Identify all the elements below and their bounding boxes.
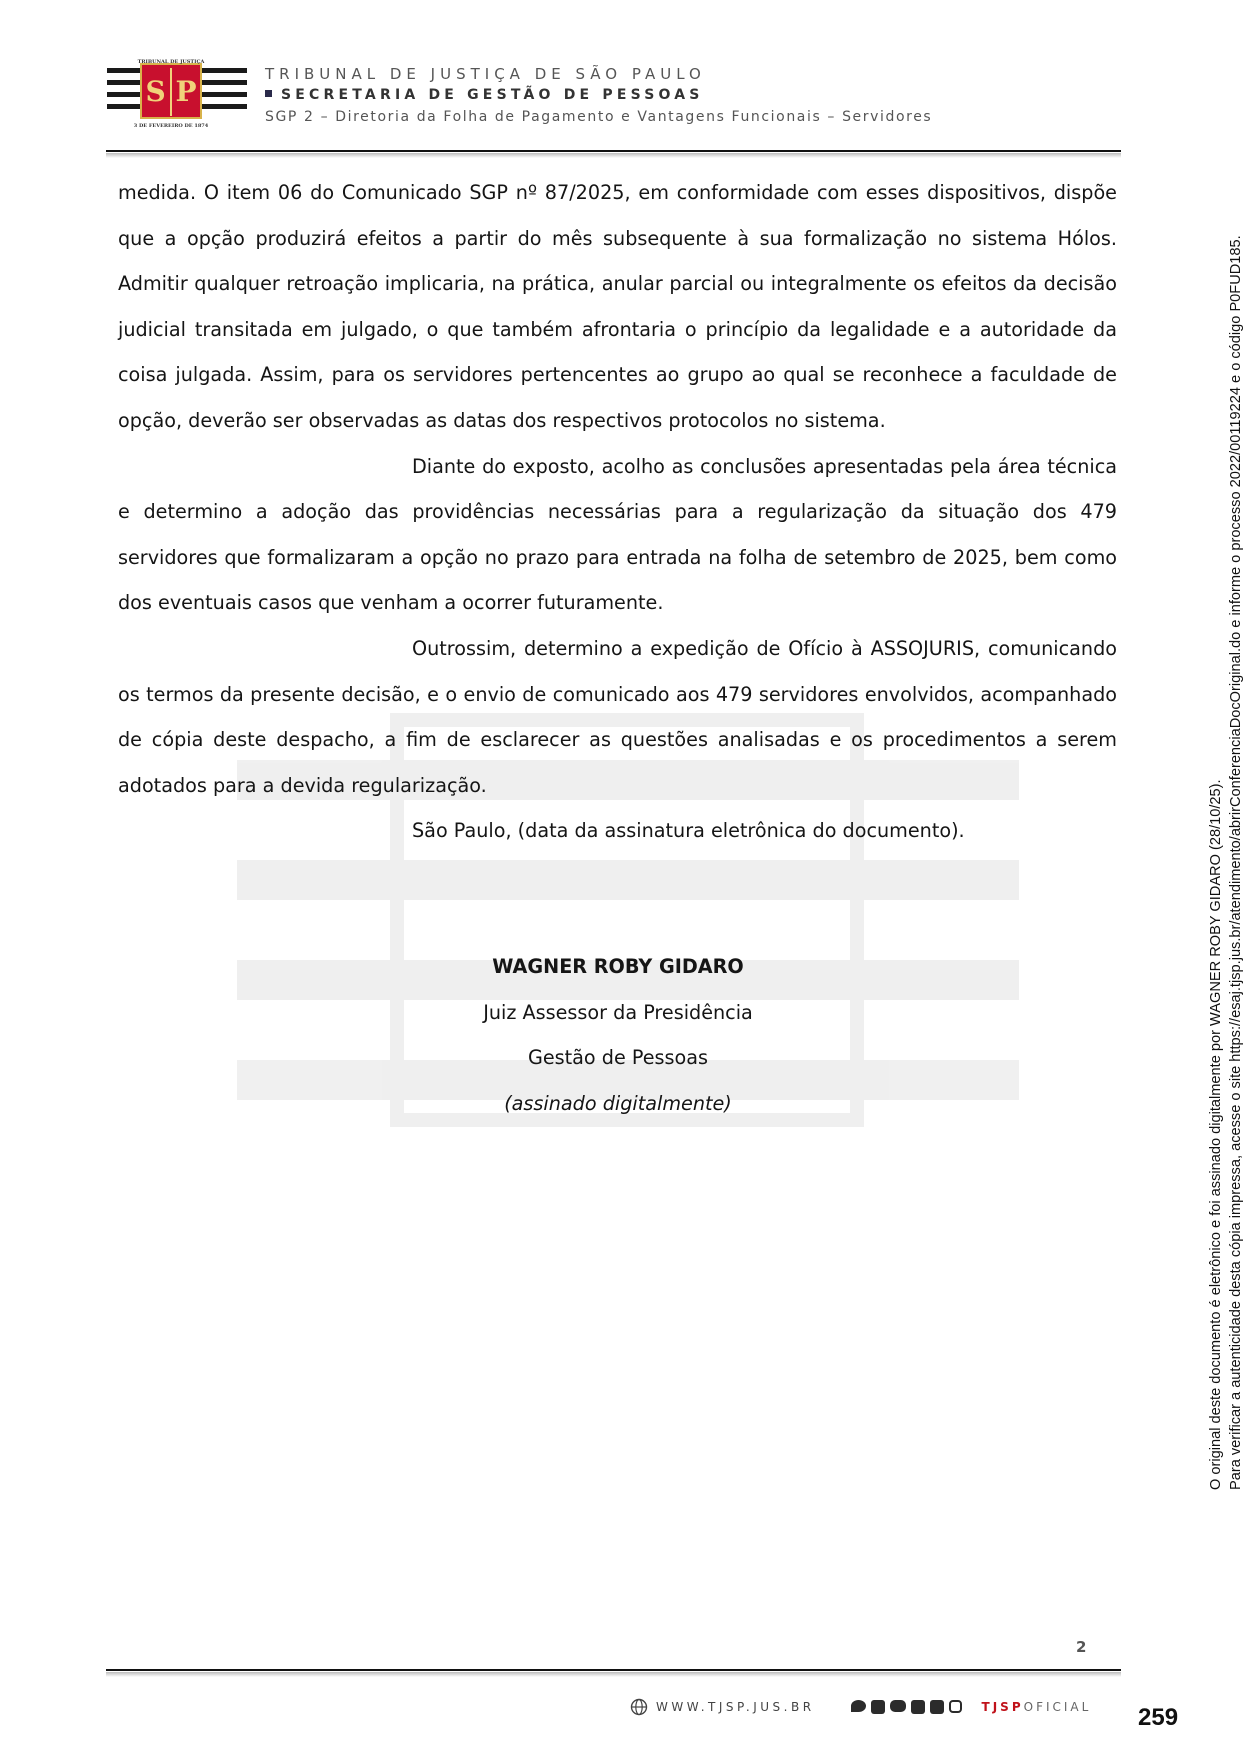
website-link[interactable]: WWW.TJSP.JUS.BR [656, 1700, 815, 1714]
brand-handle: TJSPOFICIAL [981, 1700, 1092, 1714]
signature-note: (assinado digitalmente) [504, 1091, 732, 1115]
flickr-icon[interactable] [911, 1700, 925, 1714]
page-number: 2 [1076, 1638, 1087, 1656]
youtube-icon[interactable] [890, 1700, 906, 1712]
signature-block [318, 944, 918, 1126]
footer-rule-shadow [106, 1672, 1121, 1677]
authenticity-note [1206, 0, 1246, 1490]
authenticity-line-2: Para verificar a autenticidade desta cópia impressa, acesse o site https://esaj.tjsp.jus.br/atendimento/abrirConferenciaDocOriginal.do e informe o processo 2022/00119224 e o código P0FUD185. [1228, 235, 1244, 1490]
header-rule [106, 150, 1121, 152]
facebook-icon[interactable] [871, 1700, 885, 1714]
document-body [118, 170, 1117, 854]
foursquare-icon[interactable] [930, 1700, 944, 1714]
dateline: São Paulo, (data da assinatura eletrônica do documento). [412, 819, 965, 843]
secretariat-name: SECRETARIA DE GESTÃO DE PESSOAS [265, 84, 932, 106]
logo-bottom-text: 3 DE FEVEREIRO DE 1874 [133, 123, 209, 129]
signer-name: WAGNER ROBY GIDARO [492, 955, 744, 978]
bullet-square-icon [265, 90, 272, 97]
paragraph-1: medida. O item 06 do Comunicado SGP nº 87/2025, em conformidade com esses dispositivos, dispõe que a opção produzirá efeitos a partir do mês subsequente à sua formalização no sistema Hólos. Admitir qualquer retroação implicaria, na prática, anular parcial ou integralmente os efeitos da decisão judicial transitada em julgado, o que também afrontaria o princípio da legalidade e a autoridade da coisa julgada. Assim, para os servidores pertencentes ao grupo ao qual se reconhece a faculdade de opção, deverão ser observadas as datas dos respectivos protocolos no sistema. [118, 181, 1117, 432]
twitter-icon[interactable] [851, 1700, 866, 1712]
court-logo [107, 58, 247, 130]
court-name: TRIBUNAL DE JUSTIÇA DE SÃO PAULO [265, 65, 706, 83]
paragraph-3: Outrossim, determino a expedição de Ofício à ASSOJURIS, comunicando os termos da presente decisão, e o envio de comunicado aos 479 servidores envolvidos, acompanhado de cópia deste despacho, a fim de esclarecer as questões analisadas e os procedimentos a serem adotados para a devida regularização. [118, 636, 1117, 797]
header-rule-shadow [106, 153, 1121, 158]
logo-top-text: TRIBUNAL DE JUSTIÇA [137, 59, 205, 65]
social-icons [851, 1700, 962, 1714]
globe-icon [630, 1698, 648, 1716]
paragraph-2: Diante do exposto, acolho as conclusões apresentadas pela área técnica e determino a adoção das providências necessárias para a regularização da situação dos 479 servidores que formalizaram a opção no prazo para entrada na folha de setembro de 2025, bem como dos eventuais casos que venham a ocorrer futuramente. [118, 454, 1117, 615]
signer-role: Juiz Assessor da Presidência [483, 1000, 753, 1024]
footer-bar [630, 1695, 1091, 1719]
letterhead [265, 64, 932, 128]
directorate-name: SGP 2 – Diretoria da Folha de Pagamento e Vantagens Funcionais – Servidores [265, 109, 933, 125]
logo-letters: S P [145, 75, 197, 108]
instagram-icon[interactable] [949, 1700, 962, 1713]
signer-department: Gestão de Pessoas [527, 1046, 709, 1070]
authenticity-line-1: O original deste documento é eletrônico e foi assinado digitalmente por WAGNER ROBY GIDARO (28/10/25). [1208, 779, 1224, 1490]
page-stamp: 259 [1138, 1704, 1179, 1731]
footer-rule [106, 1669, 1121, 1671]
